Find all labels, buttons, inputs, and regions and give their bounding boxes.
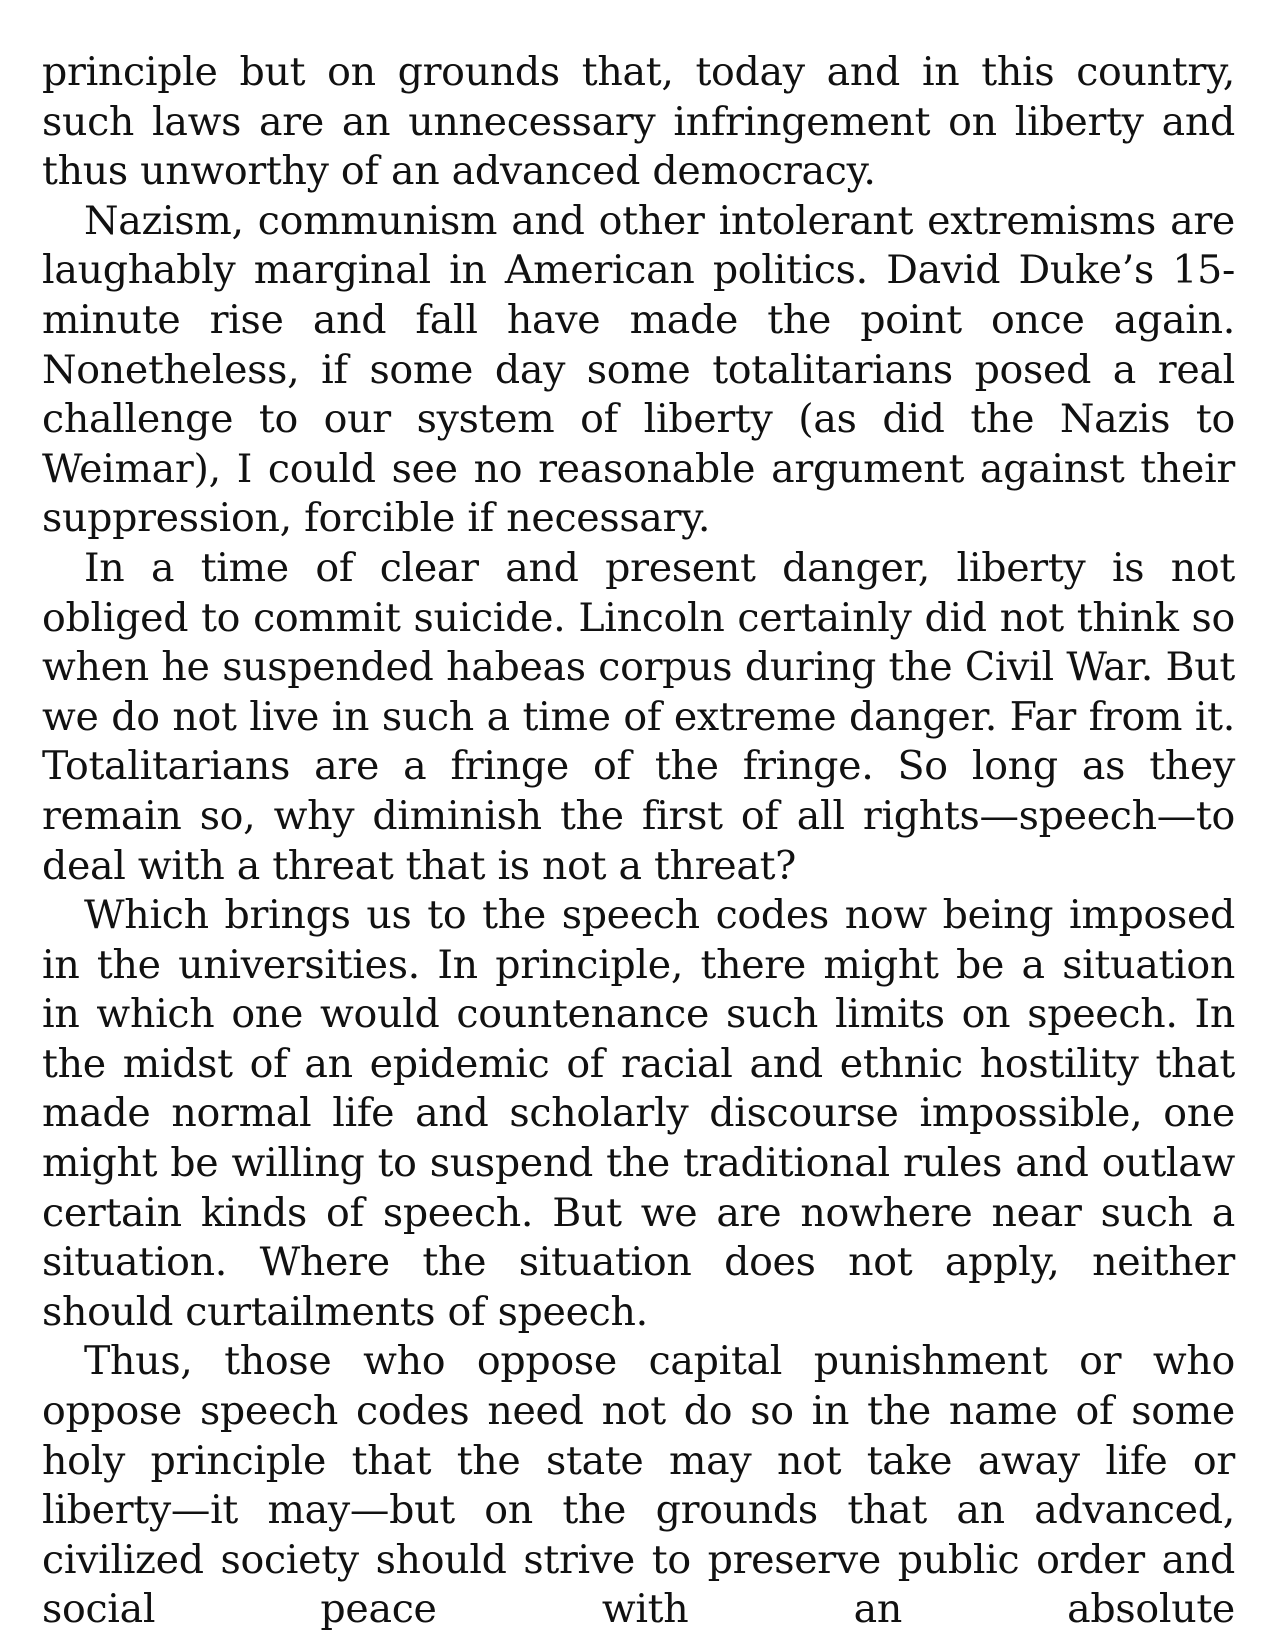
- paragraph-continuation: principle but on grounds that, today and in this country, such laws are an unnecessary infringement on liberty and thus unworthy of an advanced democracy.: [42, 49, 1235, 195]
- paragraph-speech-codes: Which brings us to the speech codes now being imposed in the universities. In principle, there might be a situation in which one would countenance such limits on speech. In the midst of an epidemic of racial and ethnic hostility that made normal life and scholarly discourse impossible, one might be willing to suspend the traditional rules and outlaw certain kinds of speech. But we are nowhere near such a situation. Where the situation does not apply, neither should curtailments of speech.: [42, 892, 1235, 1335]
- paragraph-extremisms: Nazism, communism and other intolerant extremisms are laughably marginal in American politics. David Duke’s 15-minute rise and fall have made the point once again. Nonetheless, if some day some totalitarians posed a real challenge to our system of liberty (as did the Nazis to Weimar), I could see no reasonable argument against their suppression, forcible if necessary.: [42, 197, 1235, 542]
- paragraph-danger: In a time of clear and present danger, liberty is not obliged to commit suicide. Lincoln certainly did not think so when he suspended habeas corpus during the Civil War. But we do not live in such a time of extreme danger. Far from it. Totalitarians are a fringe of the fringe. So long as they remain so, why diminish the first of all rights—speech—to deal with a threat that is not a threat?: [42, 544, 1235, 889]
- document-page: [42, 48, 1235, 1635]
- paragraph-conclusion: Thus, those who oppose capital punishment or who oppose speech codes need not do so in the name of some holy principle that the state may not take away life or liberty—it may—but on the grounds that an advanced, civilized society should strive to preserve public order and social peace with an absolute: [42, 1338, 1235, 1633]
